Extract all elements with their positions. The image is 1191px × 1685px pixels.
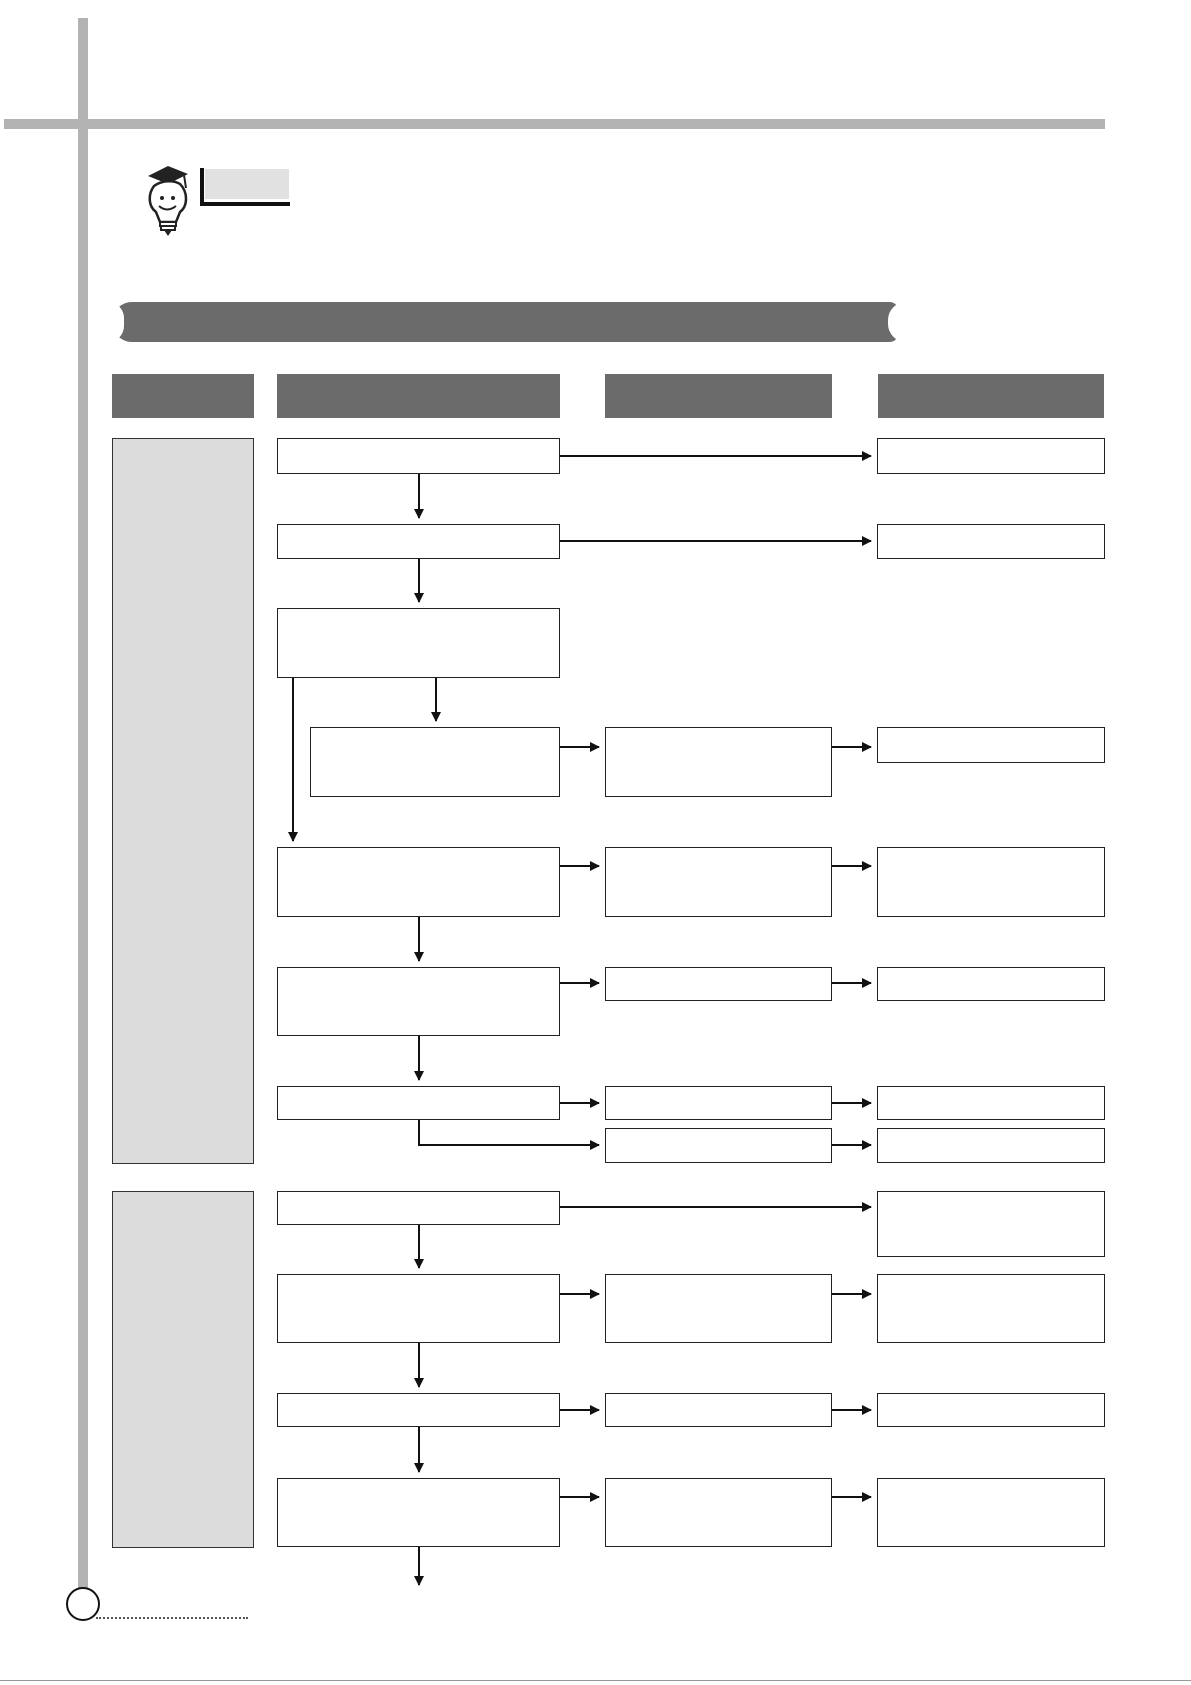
page-bottom-edge: [0, 1680, 1191, 1681]
page-footer-dotted-rule: [96, 1617, 248, 1619]
page-number-circle: [66, 1587, 100, 1621]
connector-arrow: [419, 1120, 599, 1145]
